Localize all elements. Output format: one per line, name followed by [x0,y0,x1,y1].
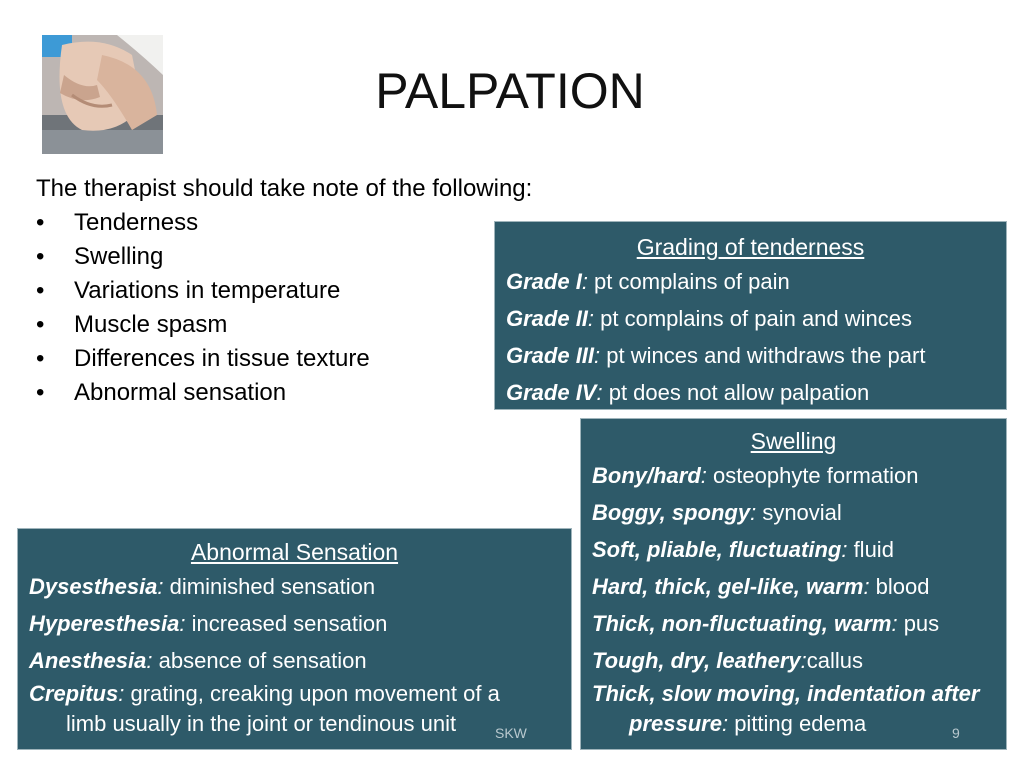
swelling-box [580,418,1007,750]
bullet-icon: • [36,277,45,304]
abnormal-sensation-box [17,528,572,750]
abnormal-heading: Abnormal Sensation [190,539,399,565]
list-item: • Swelling [36,240,532,274]
grade-row: Grade IV: pt does not allow palpation [506,380,870,405]
sensation-row: Crepitus: grating, creaking upon movement of a [29,681,500,706]
grading-of-tenderness-box [494,221,1007,410]
sensation-row: Anesthesia: absence of sensation [29,648,367,673]
intro-lead: The therapist should take note of the following: [36,175,533,202]
intro-list [36,206,532,410]
sensation-row: Dysesthesia: diminished sensation [29,574,376,599]
swelling-row: Bony/hard: osteophyte formation [592,463,919,488]
list-item: • Muscle spasm [36,308,532,342]
bullet-icon: • [36,243,45,270]
footer-author: SKW [495,725,527,741]
page-title: PALPATION [375,63,645,119]
list-item: • Abnormal sensation [36,376,532,410]
list-item: • Variations in temperature [36,274,532,308]
bullet-icon: • [36,379,45,406]
grade-row: Grade III: pt winces and withdraws the part [506,343,926,368]
grading-heading: Grading of tenderness [636,234,865,260]
grade-row: Grade II: pt complains of pain and winces [506,306,913,331]
swelling-row-continued: pressure: pitting edema [629,711,867,736]
bullet-icon: • [36,311,45,338]
page-number: 9 [952,725,960,741]
grade-row: Grade I: pt complains of pain [506,269,790,294]
sensation-row-continued: limb usually in the joint or tendinous unit [66,711,457,736]
sensation-row: Hyperesthesia: increased sensation [29,611,388,636]
list-item: • Differences in tissue texture [36,342,532,376]
swelling-row: Thick, non-fluctuating, warm: pus [592,611,940,636]
bullet-icon: • [36,345,45,372]
list-item: • Tenderness [36,206,532,240]
swelling-row: Soft, pliable, fluctuating: fluid [592,537,894,562]
bullet-icon: • [36,209,45,236]
intro-section [36,172,532,410]
swelling-row: Thick, slow moving, indentation after [592,681,980,706]
swelling-row: Tough, dry, leathery:callus [592,648,863,673]
swelling-row: Boggy, spongy: synovial [592,500,842,525]
swelling-row: Hard, thick, gel-like, warm: blood [592,574,930,599]
swelling-heading: Swelling [750,428,837,454]
